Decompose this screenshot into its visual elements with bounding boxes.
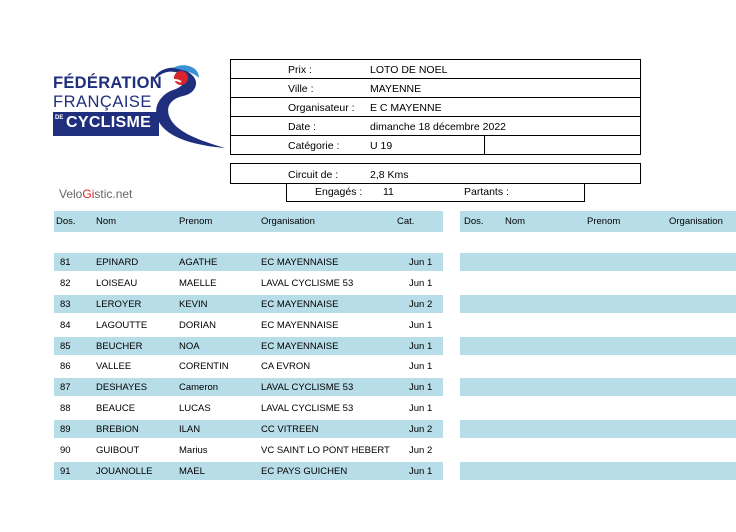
prix-label: Prix : bbox=[288, 64, 312, 76]
table-row bbox=[54, 420, 443, 438]
logo-line-federation: FÉDÉRATION bbox=[53, 74, 163, 92]
logo-line-francaise: FRANÇAISE bbox=[53, 93, 152, 111]
col-dos-right: Dos. bbox=[464, 216, 484, 227]
cell-nom: LEROYER bbox=[96, 299, 142, 310]
cell-dos: 83 bbox=[60, 299, 71, 310]
empty-row bbox=[460, 337, 736, 355]
categorie-cell-divider bbox=[484, 136, 485, 154]
cell-dos: 81 bbox=[60, 257, 71, 268]
cell-prenom: Marius bbox=[179, 445, 208, 456]
cell-cat: Jun 1 bbox=[409, 320, 433, 331]
cell-cat: Jun 1 bbox=[409, 382, 433, 393]
cell-cat: Jun 1 bbox=[409, 403, 433, 414]
cell-organisation: LAVAL CYCLISME 53 bbox=[261, 403, 354, 414]
cell-prenom: MAEL bbox=[179, 466, 205, 477]
circuit-label: Circuit de : bbox=[288, 169, 339, 181]
engages-box bbox=[286, 183, 585, 202]
cell-organisation: EC MAYENNAISE bbox=[261, 320, 339, 331]
cell-cat: Jun 1 bbox=[409, 278, 433, 289]
circuit-box bbox=[230, 163, 641, 184]
engages-label: Engagés : bbox=[315, 186, 363, 198]
organisateur-label: Organisateur : bbox=[288, 102, 355, 114]
cell-nom: EPINARD bbox=[96, 257, 139, 268]
ville-value: MAYENNE bbox=[370, 83, 422, 95]
cell-prenom: LUCAS bbox=[179, 403, 211, 414]
cell-prenom: KEVIN bbox=[179, 299, 208, 310]
col-cat: Cat. bbox=[397, 216, 415, 227]
cell-nom: LOISEAU bbox=[96, 278, 138, 289]
table-row bbox=[54, 462, 443, 480]
cell-prenom: ILAN bbox=[179, 424, 201, 435]
col-prenom-right: Prenom bbox=[587, 216, 621, 227]
table-row bbox=[54, 357, 443, 375]
cell-nom: DESHAYES bbox=[96, 382, 148, 393]
prix-value: LOTO DE NOEL bbox=[370, 64, 448, 76]
table-row bbox=[54, 378, 443, 396]
cell-dos: 88 bbox=[60, 403, 71, 414]
table-row bbox=[54, 274, 443, 292]
logo-de: DE bbox=[55, 115, 64, 121]
cell-prenom: CORENTIN bbox=[179, 361, 229, 372]
cell-cat: Jun 1 bbox=[409, 257, 433, 268]
cell-prenom: NOA bbox=[179, 341, 200, 352]
cell-cat: Jun 1 bbox=[409, 466, 433, 477]
velogistic-link[interactable]: VeloGistic.net bbox=[59, 187, 133, 201]
empty-row bbox=[460, 253, 736, 271]
cell-cat: Jun 1 bbox=[409, 361, 433, 372]
cell-nom: BEAUCE bbox=[96, 403, 136, 414]
cell-nom: JOUANOLLE bbox=[96, 466, 153, 477]
table-row bbox=[54, 399, 443, 417]
cell-organisation: EC PAYS GUICHEN bbox=[261, 466, 348, 477]
table-row bbox=[54, 253, 443, 271]
cell-dos: 89 bbox=[60, 424, 71, 435]
cell-nom: VALLEE bbox=[96, 361, 132, 372]
cyclist-swoosh-icon bbox=[143, 60, 233, 150]
col-organisation-right: Organisation bbox=[669, 216, 723, 227]
cell-prenom: Cameron bbox=[179, 382, 219, 393]
cell-organisation: CA EVRON bbox=[261, 361, 311, 372]
ville-label: Ville : bbox=[288, 83, 314, 95]
cell-prenom: DORIAN bbox=[179, 320, 216, 331]
cell-organisation: EC MAYENNAISE bbox=[261, 257, 339, 268]
partants-label: Partants : bbox=[464, 186, 509, 198]
cell-organisation: CC VITREEN bbox=[261, 424, 319, 435]
cell-nom: GUIBOUT bbox=[96, 445, 140, 456]
table-row bbox=[54, 316, 443, 334]
categorie-label: Catégorie : bbox=[288, 140, 340, 152]
empty-row bbox=[460, 295, 736, 313]
cell-nom: BREBION bbox=[96, 424, 139, 435]
col-nom-right: Nom bbox=[505, 216, 526, 227]
cell-dos: 90 bbox=[60, 445, 71, 456]
empty-row bbox=[460, 420, 736, 438]
date-value: dimanche 18 décembre 2022 bbox=[370, 121, 507, 133]
table-header-left bbox=[54, 211, 443, 232]
cell-organisation: EC MAYENNAISE bbox=[261, 299, 339, 310]
race-info-box bbox=[230, 59, 641, 155]
cell-dos: 91 bbox=[60, 466, 71, 477]
cell-organisation: LAVAL CYCLISME 53 bbox=[261, 278, 354, 289]
categorie-value: U 19 bbox=[370, 140, 393, 152]
cell-cat: Jun 1 bbox=[409, 341, 433, 352]
cell-prenom: AGATHE bbox=[179, 257, 218, 268]
cell-organisation: LAVAL CYCLISME 53 bbox=[261, 382, 354, 393]
table-row bbox=[54, 441, 443, 459]
cell-dos: 84 bbox=[60, 320, 71, 331]
cell-dos: 86 bbox=[60, 361, 71, 372]
cell-cat: Jun 2 bbox=[409, 424, 433, 435]
col-dos: Dos. bbox=[56, 216, 76, 227]
cell-nom: BEUCHER bbox=[96, 341, 143, 352]
cell-organisation: VC SAINT LO PONT HEBERT bbox=[261, 445, 390, 456]
cell-cat: Jun 2 bbox=[409, 299, 433, 310]
empty-row bbox=[460, 378, 736, 396]
col-nom: Nom bbox=[96, 216, 117, 227]
cell-dos: 85 bbox=[60, 341, 71, 352]
circuit-value: 2,8 Kms bbox=[370, 169, 409, 181]
cell-nom: LAGOUTTE bbox=[96, 320, 148, 331]
table-row bbox=[54, 337, 443, 355]
cell-dos: 82 bbox=[60, 278, 71, 289]
empty-row bbox=[460, 462, 736, 480]
engages-value: 11 bbox=[383, 186, 394, 198]
organisateur-value: E C MAYENNE bbox=[370, 102, 442, 114]
cell-prenom: MAELLE bbox=[179, 278, 217, 289]
col-prenom: Prenom bbox=[179, 216, 213, 227]
cell-organisation: EC MAYENNAISE bbox=[261, 341, 339, 352]
logo-line-cyclisme: CYCLISME bbox=[66, 114, 152, 131]
table-row bbox=[54, 295, 443, 313]
date-label: Date : bbox=[288, 121, 317, 133]
ffc-logo bbox=[53, 60, 233, 150]
table-header-right bbox=[460, 211, 736, 232]
col-organisation: Organisation bbox=[261, 216, 315, 227]
cell-dos: 87 bbox=[60, 382, 71, 393]
cell-cat: Jun 2 bbox=[409, 445, 433, 456]
